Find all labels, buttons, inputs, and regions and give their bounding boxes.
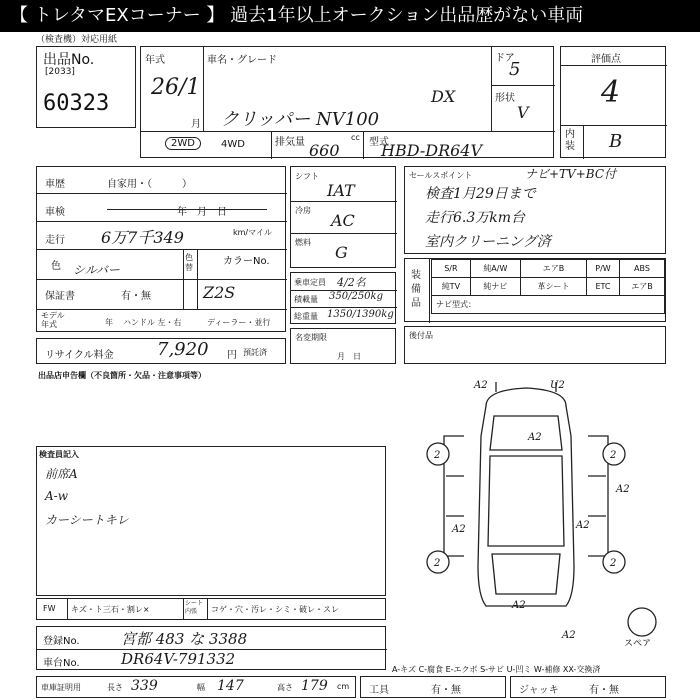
fw-legend: キズ・ト三石・割レ× <box>71 605 150 614</box>
damage-mark-3: A2 <box>528 432 542 443</box>
lot-small: [2033] <box>45 67 75 77</box>
history-label: 車歴 <box>45 179 65 190</box>
equip-label: 装備品 <box>411 270 421 309</box>
doors-value: 5 <box>509 59 521 80</box>
model-name: クリッパー NV100 <box>221 109 380 130</box>
equip-etc: ETC <box>587 278 620 296</box>
score-label: 評価点 <box>591 54 621 65</box>
type-value: HBD-DR64V <box>381 141 483 160</box>
displacement-value: 660 <box>309 141 340 160</box>
size-l-label: 長さ <box>107 683 123 692</box>
sales-block <box>404 166 666 254</box>
capacity-value: 4/2名 <box>337 276 366 289</box>
damage-mark-6: A2 <box>512 600 526 611</box>
equip-navi-type: ナビ型式： <box>432 296 665 314</box>
info-block <box>36 166 286 332</box>
spare-label: スペア <box>624 639 652 646</box>
fw-label: FW <box>43 604 56 613</box>
inspector-line-1: 前席A <box>45 467 78 481</box>
lot-number: 60323 <box>43 91 110 116</box>
shape-label: 形状 <box>495 93 515 104</box>
equip-pw: P/W <box>587 260 620 278</box>
inspector-label: 検査員記入 <box>39 450 79 459</box>
equip-leather: 革シート <box>520 278 586 296</box>
recycle-value: 7,920 <box>157 339 209 360</box>
score-box <box>560 46 666 158</box>
loading-value: 350/250kg <box>329 291 384 302</box>
sales-line-4: 室内クリーニング済 <box>425 234 551 250</box>
displacement-unit: cc <box>351 133 360 142</box>
warranty-label: 保証書 <box>45 291 75 302</box>
cooler-value: AC <box>331 211 355 230</box>
size-width: 147 <box>217 678 244 694</box>
car-diagram <box>416 376 666 646</box>
equip-sr: S/R <box>432 260 471 278</box>
size-length: 339 <box>131 678 158 694</box>
type-label: 型式 <box>369 137 389 148</box>
mileage-value: 6万7千349 <box>101 228 184 247</box>
recycle-unit: 円 <box>227 350 237 361</box>
goods-block <box>404 326 666 364</box>
wheel-mark-fl: 2 <box>434 450 441 461</box>
year-value: 26/1 <box>151 75 201 100</box>
fw-sheet-label: シート 内張 <box>185 600 204 615</box>
equip-tv: 純TV <box>432 278 471 296</box>
equip-navi: 純ナビ <box>470 278 520 296</box>
wheel-mark-fr: 2 <box>610 450 617 461</box>
equip-block <box>404 258 666 322</box>
interior-label: 内装 <box>565 129 575 152</box>
warranty-value: 有・無 <box>121 291 151 302</box>
size-height: 179 <box>301 678 328 694</box>
capacity-block <box>290 272 396 324</box>
tools-value: 有・無 <box>431 685 461 696</box>
model-grade: DX <box>431 87 456 106</box>
shift-value: IAT <box>327 181 355 200</box>
shaken-value: 年 月 日 <box>177 207 227 218</box>
interior-value: B <box>609 131 623 152</box>
gross-label: 総重量 <box>294 312 318 321</box>
color-no-label: カラーNo. <box>223 256 270 267</box>
color-value: シルバー <box>73 263 120 277</box>
history-value: 自家用・（ ） <box>107 179 192 190</box>
equip-airb1: エアB <box>520 260 586 278</box>
fuel-value: G <box>335 243 348 262</box>
sales-label: セールスポイント <box>409 171 473 180</box>
jack-value: 有・無 <box>589 685 619 696</box>
capacity-label: 乗車定員 <box>294 278 326 287</box>
damage-legend: A-キズ C-腐食 E-エクボ S-サビ U-凹ミ W-補修 XX-交換済 <box>392 665 601 674</box>
lot-label: 出品No. <box>43 52 95 68</box>
vehicle-block <box>140 46 554 158</box>
sub-note: （検査機）対応用紙 <box>36 35 118 45</box>
damage-mark-4: A2 <box>452 524 466 535</box>
model-label: 車名・グレード <box>207 55 277 66</box>
damage-mark-7: A2 <box>562 630 576 641</box>
equip-abs: ABS <box>619 260 664 278</box>
goods-label: 後付品 <box>409 331 433 340</box>
spare-wheel <box>628 608 656 636</box>
year-month-unit: 月 <box>191 119 201 130</box>
recycle-box <box>36 338 286 364</box>
mileage-unit: km/マイル <box>233 228 272 237</box>
dealer-option: ディーラー・並行 <box>207 318 271 327</box>
color-no-value: Z2S <box>203 283 236 302</box>
chassis-label: 車台No. <box>43 658 80 669</box>
inspector-line-3: カーシートキレ <box>45 513 129 527</box>
drive-4wd: 4WD <box>221 139 245 150</box>
size-w-label: 幅 <box>197 683 205 692</box>
displacement-label: 排気量 <box>275 137 305 148</box>
sales-line-3: 走行6.3万km台 <box>425 210 526 226</box>
color-sub: 色替 <box>185 253 193 272</box>
banner-title: 【 トレタマEXコーナー 】 過去1年以上オークション出品歴がない車両 <box>0 0 700 32</box>
sales-line-1: ナビ+TV+BC付 <box>525 167 617 181</box>
jack-box <box>510 676 666 698</box>
fw-row <box>36 598 386 620</box>
damage-mark-2: U2 <box>550 380 565 391</box>
year-label: 年式 <box>145 55 165 66</box>
doors-label: ドア <box>495 53 515 64</box>
gross-value: 1350/1390kg <box>327 309 394 320</box>
size-label: 車庫証明用 <box>41 683 81 692</box>
jack-label: ジャッキ <box>519 685 559 696</box>
cooler-label: 冷房 <box>295 206 311 215</box>
reg-block <box>36 626 386 670</box>
change-date-label: 名変期限 <box>295 333 327 342</box>
damage-mark-5: A2 <box>576 520 590 531</box>
size-row <box>36 676 356 698</box>
fuel-label: 燃料 <box>295 238 311 247</box>
mileage-label: 走行 <box>45 235 65 246</box>
fw-sheet-legend: コゲ・穴・汚レ・シミ・破レ・スレ <box>211 605 339 614</box>
size-unit: cm <box>337 682 350 691</box>
spec-block <box>290 166 396 268</box>
size-h-label: 高さ <box>277 683 293 692</box>
wheel-mark-rl: 2 <box>434 558 441 569</box>
lot-box <box>36 46 136 128</box>
tools-label: 工具 <box>369 685 389 696</box>
reg-value: 宮都 483 な 3388 <box>121 630 248 648</box>
recycle-label: リサイクル料金 <box>45 350 114 361</box>
loading-label: 積載量 <box>294 295 318 304</box>
equip-aw: 純A/W <box>470 260 520 278</box>
recycle-note: 預託済 <box>243 348 267 357</box>
inspector-line-2: A-w <box>45 489 68 503</box>
shaken-label: 車検 <box>45 207 65 218</box>
change-date-block <box>290 328 396 364</box>
shape-value: V <box>517 103 529 122</box>
inspector-block <box>36 446 386 596</box>
chassis-value: DR64V-791332 <box>121 650 236 668</box>
damage-mark-8: A2 <box>616 484 630 495</box>
score-value: 4 <box>601 75 621 110</box>
color-label: 色 <box>51 261 61 272</box>
damage-mark-1: A2 <box>474 380 488 391</box>
sales-line-2: 検査1月29日まで <box>425 186 536 202</box>
handle-option: ハンドル 左・右 <box>123 318 182 327</box>
reg-label: 登録No. <box>43 636 80 647</box>
drive-2wd: 2WD <box>165 137 201 150</box>
change-date-unit: 月 日 <box>337 352 361 361</box>
model-year-label: モデル年式 <box>41 311 65 329</box>
equip-airb2: エアB <box>619 278 664 296</box>
model-year-unit: 年 <box>105 318 113 327</box>
wheel-mark-rr: 2 <box>610 558 617 569</box>
report-label: 出品店申告欄（不良箇所・欠品・注意事項等） <box>38 371 206 380</box>
tools-box <box>360 676 506 698</box>
shift-label: シフト <box>295 172 319 181</box>
